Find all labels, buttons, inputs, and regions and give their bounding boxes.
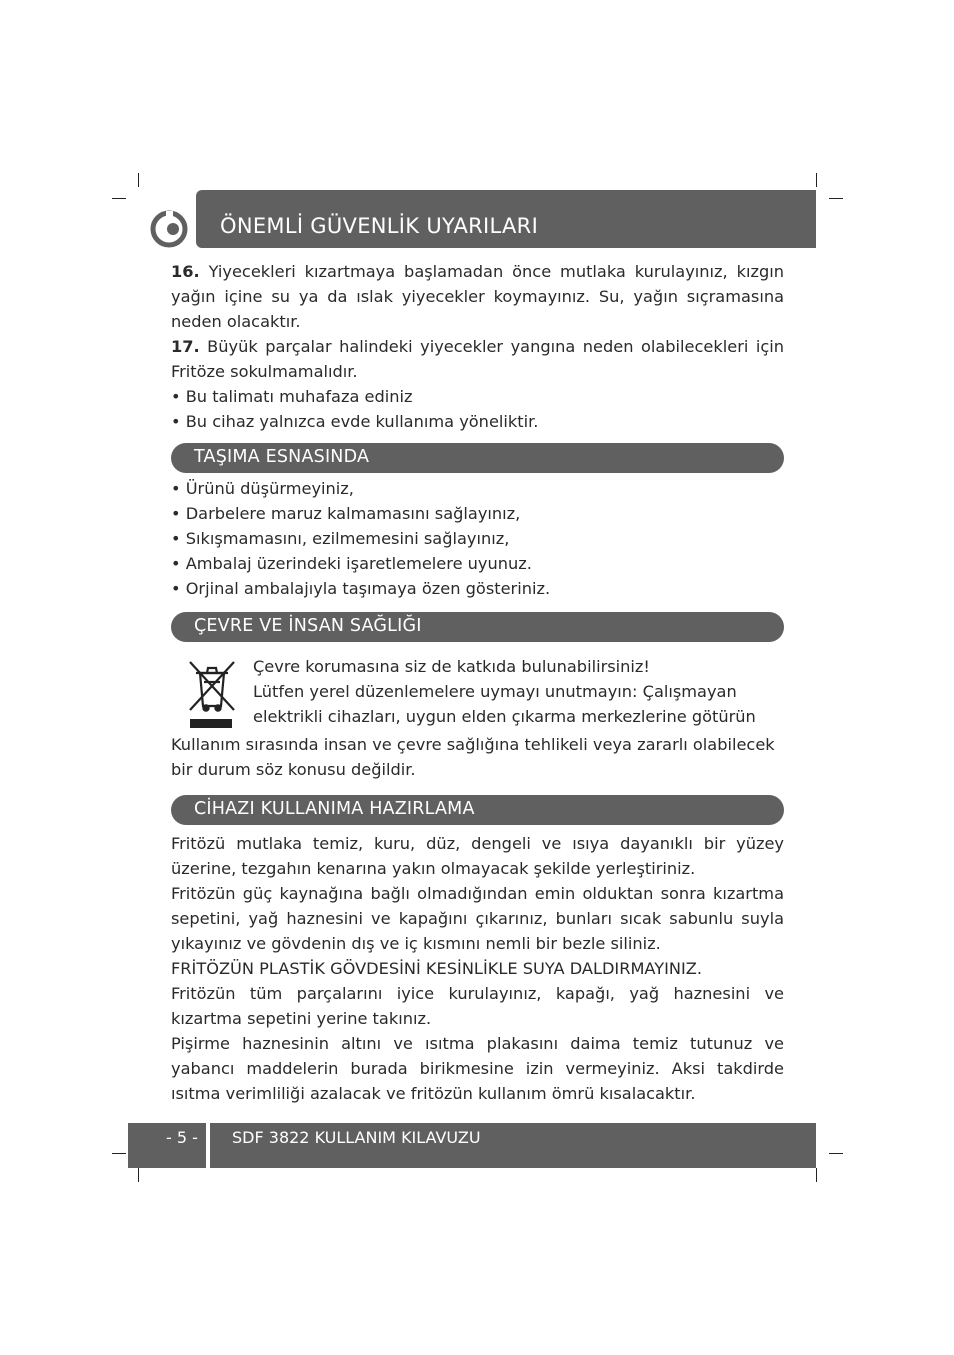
section-title: CİHAZI KULLANIMA HAZIRLAMA xyxy=(194,799,475,819)
crop-mark xyxy=(112,198,126,199)
page-title: ÖNEMLİ GÜVENLİK UYARILARI xyxy=(220,214,539,238)
transport-list xyxy=(171,476,784,601)
list-item: • Sıkışmamasını, ezilmemesini sağlayınız, xyxy=(171,529,510,548)
section-title: ÇEVRE VE İNSAN SAĞLIĞI xyxy=(194,616,422,636)
crop-mark xyxy=(112,1153,126,1154)
paragraph: Fritözü mutlaka temiz, kuru, düz, dengeli ve ısıya dayanıklı bir yüzey üzerine, tezgahın kenarına yakın olmayacak şekilde yerleştiriniz. xyxy=(171,834,784,878)
item-number: 17. xyxy=(171,337,200,356)
list-item: • Ürünü düşürmeyiniz, xyxy=(171,479,354,498)
footer-page-number-box xyxy=(128,1123,206,1168)
paragraph: FRİTÖZÜN PLASTİK GÖVDESİNİ KESİNLİKLE SUYA DALDIRMAYINIZ. xyxy=(171,959,703,978)
section-header-preparation xyxy=(171,795,784,825)
document-title: SDF 3822 KULLANIM KILAVUZU xyxy=(232,1128,481,1147)
list-item: • Bu talimatı muhafaza ediniz xyxy=(171,387,413,406)
footer-document-title-box xyxy=(210,1123,816,1168)
list-item: • Ambalaj üzerindeki işaretlemelere uyunuz. xyxy=(171,554,532,573)
paragraph: Pişirme haznesinin altını ve ısıtma plakasını daima temiz tutunuz ve yabancı maddelerin burada birikmesine izin vermeyiniz. Aksi takdirde ısıtma verimliliği azalacak ve fritözün kullanım ömrü kısalacaktır. xyxy=(171,1034,784,1103)
crop-mark xyxy=(816,173,817,187)
crop-mark xyxy=(816,1168,817,1182)
crop-mark xyxy=(829,1153,843,1154)
item-text: Yiyecekleri kızartmaya başlamadan önce mutlaka kurulayınız, kızgın yağın içine su ya da ıslak yiyecekler koymayınız. Su, yağın sıçramasına neden olacaktır. xyxy=(171,262,784,331)
crop-mark xyxy=(829,198,843,199)
environment-note xyxy=(171,732,784,782)
page-number: - 5 - xyxy=(166,1128,198,1147)
item-number: 16. xyxy=(171,262,200,281)
intro-block xyxy=(171,259,784,434)
crop-mark xyxy=(138,1168,139,1182)
list-item: • Orjinal ambalajıyla taşımaya özen gösteriniz. xyxy=(171,579,551,598)
item-text: Büyük parçalar halindeki yiyecekler yangına neden olabilecekleri için Fritöze sokulmamalıdır. xyxy=(171,337,784,381)
item-16 xyxy=(171,259,784,334)
paragraph: Kullanım sırasında insan ve çevre sağlığına tehlikeli veya zararlı olabilecek bir durum söz konusu değildir. xyxy=(171,735,775,779)
paragraph: Fritözün güç kaynağına bağlı olmadığından emin olduktan sonra kızartma sepetini, yağ haznesini ve kapağını çıkarınız, bunları sıcak sabunlu suyla yıkayınız ve gövdenin dış ve iç kısmını nemli bir bezle siliniz. xyxy=(171,884,784,953)
paragraph: Fritözün tüm parçalarını iyice kurulayınız, kapağı, yağ haznesini ve kızartma sepetini yerine takınız. xyxy=(171,984,784,1028)
item-17 xyxy=(171,334,784,384)
section-title: TAŞIMA ESNASINDA xyxy=(194,447,370,467)
section-header-transport xyxy=(171,443,784,473)
environment-notice xyxy=(253,654,793,729)
list-item: • Bu cihaz yalnızca evde kullanıma yöneliktir. xyxy=(171,412,539,431)
crop-mark xyxy=(138,173,139,187)
section-header-environment xyxy=(171,612,784,642)
page-title-bar xyxy=(196,190,816,248)
notice-line: Çevre korumasına siz de katkıda bulunabilirsiniz! xyxy=(253,657,650,676)
notice-line: Lütfen yerel düzenlemelere uymayı unutmayın: Çalışmayan xyxy=(253,682,737,701)
preparation-text xyxy=(171,831,784,1106)
weee-crossed-bin-icon xyxy=(186,658,238,732)
notice-line: elektrikli cihazları, uygun elden çıkarma merkezlerine götürün xyxy=(253,707,756,726)
list-item: • Darbelere maruz kalmamasını sağlayınız, xyxy=(171,504,521,523)
brand-logo-icon xyxy=(148,208,190,250)
